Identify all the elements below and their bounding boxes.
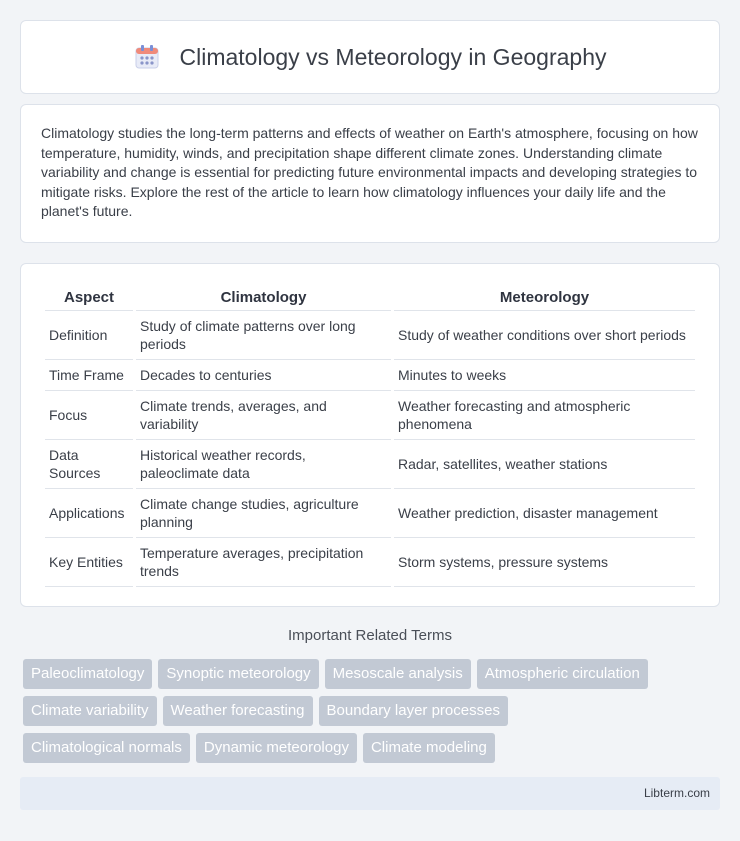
header-aspect: Aspect: [45, 284, 133, 311]
related-terms-row: [23, 659, 723, 689]
term-tag[interactable]: Weather forecasting: [163, 696, 313, 726]
term-tag[interactable]: Mesoscale analysis: [325, 659, 471, 689]
cell-climatology: Historical weather records, paleoclimate data: [136, 440, 391, 489]
related-terms-row: [23, 696, 723, 726]
table-row: [45, 489, 695, 538]
related-terms: [23, 659, 723, 770]
intro-card: [20, 104, 720, 243]
table-row: [45, 538, 695, 587]
cell-aspect: Focus: [45, 391, 133, 440]
term-tag[interactable]: Climatological normals: [23, 733, 190, 763]
table-row: [45, 440, 695, 489]
title-card: [20, 20, 720, 94]
cell-meteorology: Study of weather conditions over short periods: [394, 311, 695, 360]
term-tag[interactable]: Paleoclimatology: [23, 659, 152, 689]
term-tag[interactable]: Dynamic meteorology: [196, 733, 357, 763]
footer-site-link[interactable]: Libterm.com: [643, 786, 710, 800]
cell-meteorology: Minutes to weeks: [394, 360, 695, 391]
term-tag[interactable]: Climate variability: [23, 696, 157, 726]
cell-meteorology: Storm systems, pressure systems: [394, 538, 695, 587]
cell-aspect: Time Frame: [45, 360, 133, 391]
header-meteorology: Meteorology: [394, 284, 695, 311]
cell-climatology: Study of climate patterns over long periods: [136, 311, 391, 360]
comparison-table: [42, 284, 698, 587]
term-tag[interactable]: Boundary layer processes: [319, 696, 508, 726]
table-row: [45, 391, 695, 440]
cell-climatology: Climate change studies, agriculture planning: [136, 489, 391, 538]
intro-paragraph: Climatology studies the long-term patterns and effects of weather on Earth's atmosphere, focusing on how temperature, humidity, winds, and precipitation shape different climate zones. Understanding climate variability and change is essential for predicting future environmental impacts and developing strategies to mitigate risks. Explore the rest of the article to learn how climatology influences your daily life and the planet's future.: [41, 125, 698, 219]
related-terms-row: [23, 733, 723, 763]
cell-climatology: Temperature averages, precipitation trends: [136, 538, 391, 587]
term-tag[interactable]: Climate modeling: [363, 733, 495, 763]
cell-aspect: Applications: [45, 489, 133, 538]
cell-meteorology: Weather prediction, disaster management: [394, 489, 695, 538]
related-terms-heading: Important Related Terms: [288, 627, 452, 644]
comparison-table-card: [20, 263, 720, 607]
table-row: [45, 360, 695, 391]
cell-aspect: Definition: [45, 311, 133, 360]
page-title: Climatology vs Meteorology in Geography: [179, 43, 607, 70]
cell-meteorology: Weather forecasting and atmospheric phenomena: [394, 391, 695, 440]
term-tag[interactable]: Atmospheric circulation: [477, 659, 648, 689]
footer: [20, 777, 720, 810]
table-row: [45, 311, 695, 360]
cell-climatology: Climate trends, averages, and variability: [136, 391, 391, 440]
cell-meteorology: Radar, satellites, weather stations: [394, 440, 695, 489]
cell-aspect: Data Sources: [45, 440, 133, 489]
cell-climatology: Decades to centuries: [136, 360, 391, 391]
term-tag[interactable]: Synoptic meteorology: [158, 659, 318, 689]
cell-aspect: Key Entities: [45, 538, 133, 587]
calendar-icon: [134, 44, 160, 70]
header-climatology: Climatology: [136, 284, 391, 311]
